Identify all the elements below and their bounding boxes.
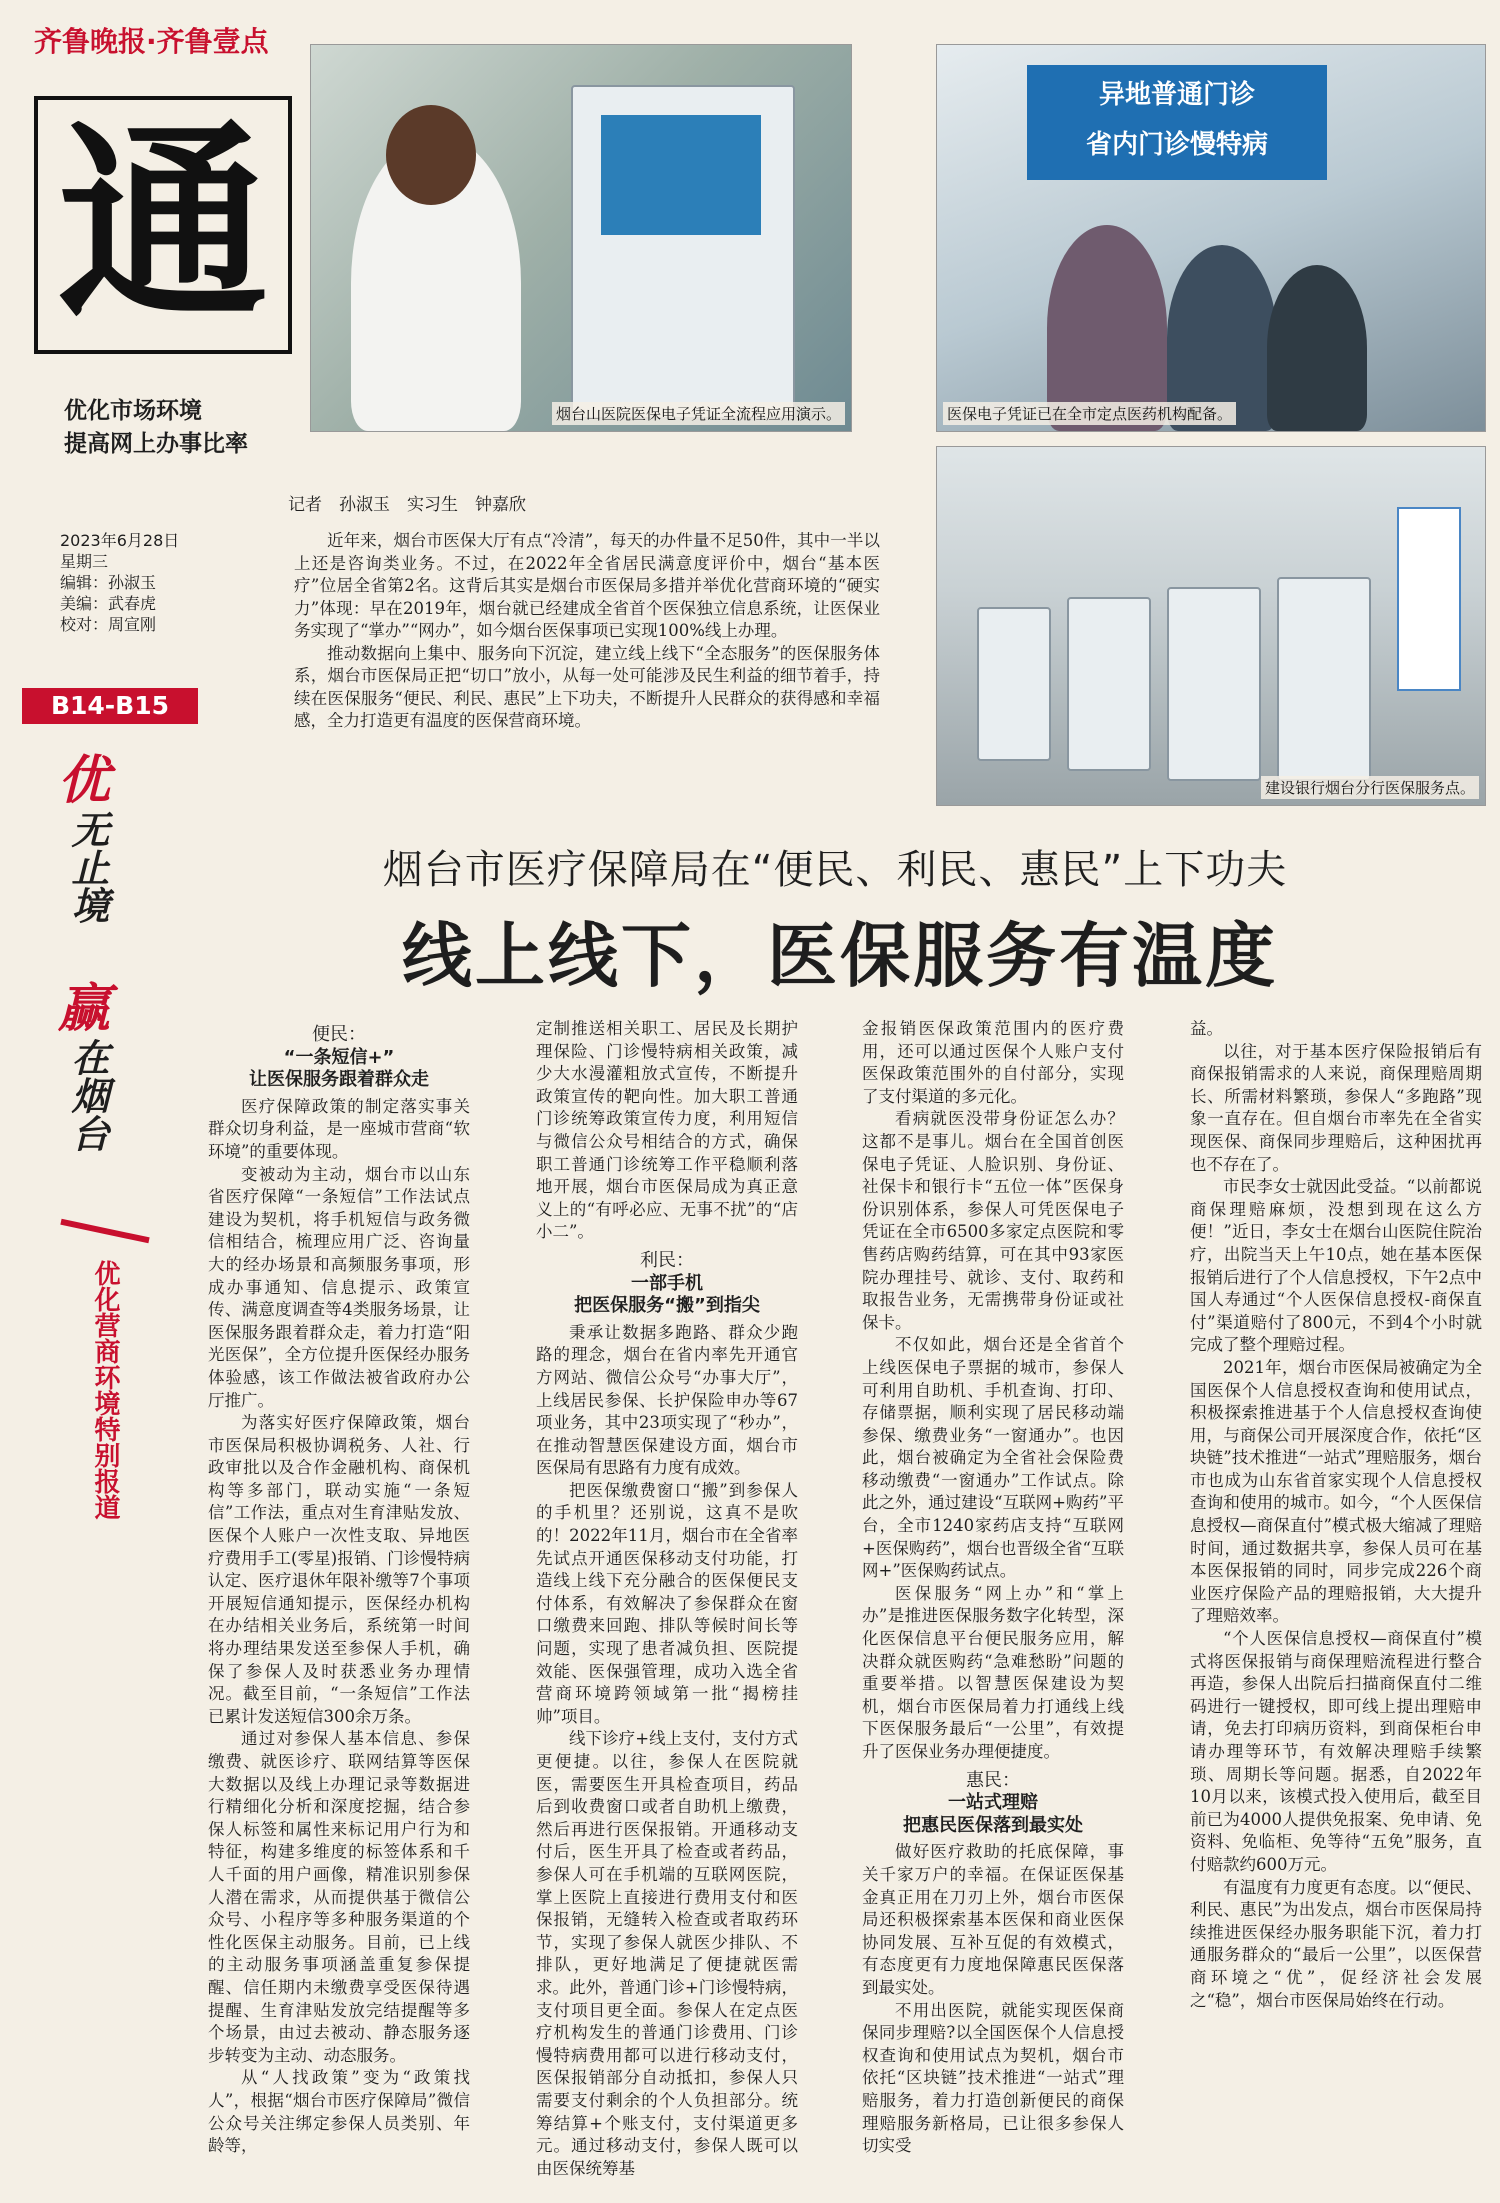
subheading-label: 便民：	[312, 1024, 366, 1045]
photo-kiosk-demo	[310, 44, 852, 432]
subheading-title: “一条短信+”	[283, 1046, 395, 1068]
body-paragraph: 线下诊疗+线上支付，支付方式更便捷。以往，参保人在医院就医，需要医生开具检查项目，药品后到收费窗口或者自助机上缴费，然后再进行医保报销。开通移动支付后，医生开具了检查或者药品，参保人可在手机端的互联网医院，掌上医院上直接进行费用支付和医保报销，无缝转入检查或者取药环节，实现了参保人就医少排队、不排队，更好地满足了便捷就医需求。此外，普通门诊+门诊慢特病，支付项目更全面。参保人在定点医疗机构发生的普通门诊费用、门诊慢特病费用都可以进行移动支付，医保报销部分自动抵扣，参保人只需要支付剩余的个人负担部分。统筹结算+个账支付，支付渠道更多元。通过移动支付，参保人既可以由医保统筹基	[536, 1729, 798, 2178]
kicker-headline: 烟台市医疗保障局在“便民、利民、惠民”上下功夫	[382, 847, 1288, 893]
kiosk-screen	[601, 115, 761, 235]
editor-credit: 编辑：孙淑玉	[60, 573, 157, 592]
body-paragraph: 通过对参保人基本信息、参保缴费、就医诊疗、联网结算等医保大数据以及线上办理记录等数据进行精细化分析和深度挖掘，结合参保人标签和属性来标记用户行为和特征，构建多维度的标签体系和千人千面的用户画像，精准识别参保人潜在需求，从而提供基于微信公众号、小程序等多种服务渠道的个性化医保主动服务。目前，已上线的主动服务事项涵盖重复参保提醒、信任期内未缴费享受医保待遇提醒、生育津贴发放完结提醒等多个场景，由过去被动、静态服务逐步转变为主动、动态服务。	[208, 1729, 470, 2065]
body-paragraph: 变被动为主动，烟台市以山东省医疗保障“一条短信”工作法试点建设为契机，将手机短信与政务微信相结合，梳理应用广泛、咨询量大的经办场景和高频服务事项，形成办事通知、信息提示、政策宣传、满意度调查等4类服务场景，让医保服务跟着群众走，着力打造“阳光医保”，全方位提升医保经办服务体验感，该工作做法被省政府办公厅推广。	[208, 1164, 470, 1410]
campaign-word-2: 无止境	[65, 810, 109, 924]
issue-date: 2023年6月28日	[60, 531, 180, 550]
subheading-welfare	[862, 1770, 1124, 1838]
issue-weekday: 星期三	[60, 552, 109, 571]
article-column-3	[862, 1018, 1124, 2158]
subheading-subtitle: 让医保服务跟着群众走	[249, 1069, 429, 1091]
body-paragraph: 把医保缴费窗口“搬”到参保人的手机里？还别说，这真不是吹的！2022年11月，烟台市在全省率先试点开通医保移动支付功能，打造线上线下充分融合的医保便民支付体系，有效解决了参保群众在窗口缴费来回跑、排队等候时间长等问题，实现了患者减负担、医院提效能、医保强管理，成功入选全省营商环境跨领域第一批“揭榜挂帅”项目。	[536, 1480, 798, 1726]
red-slash-divider	[60, 1219, 149, 1244]
photo-clinic-counter	[936, 44, 1486, 432]
clinic-sign-line-1: 异地普通门诊	[1098, 80, 1255, 110]
photo-caption-2: 医保电子凭证已在全市定点医药机构配备。	[943, 402, 1236, 425]
nurse-head	[386, 105, 476, 205]
campaign-word-3: 赢	[58, 979, 111, 1039]
body-paragraph: 看病就医没带身份证怎么办？这都不是事儿。烟台在全国首创医保电子凭证、人脸识别、身份证、社保卡和银行卡“五位一体”医保身份识别体系，参保人可凭医保电子凭证在全市6500多家定点医院和零售药店购药结算，可在其中93家医院办理挂号、就诊、支付、取药和取报告业务，无需携带身份证或社保卡。	[862, 1109, 1124, 1332]
subheading-subtitle: 把惠民医保落到最实处	[903, 1814, 1083, 1836]
body-paragraph: 医保服务“网上办”和“掌上办”是推进医保服务数字化转型，深化医保信息平台便民服务应用，解决群众就医购药“急难愁盼”问题的重要举措。以智慧医保建设为契机，烟台市医保局着力打通线上线下医保服务最后“一公里”，有效提升了医保业务办理便捷度。	[862, 1583, 1124, 1761]
patient-figure-1	[1047, 225, 1167, 431]
subheading-label: 利民：	[640, 1249, 694, 1271]
body-paragraph: 益。	[1190, 1019, 1223, 1038]
intro-paragraph: 近年来，烟台市医保大厅有点“冷清”，每天的办件量不足50件，其中一半以上还是咨询类业务。不过，在2022年全省居民满意度评价中，烟台“基本医疗”位居全省第2名。这背后其实是烟台市医保局多措并举优化营商环境的“硬实力”体现：早在2019年，烟台就已经建成全省首个医保独立信息系统，让医保业务实现了“掌办”“网办”，如今烟台医保事项已实现100%线上办理。	[294, 531, 880, 640]
clinic-sign	[1027, 65, 1327, 180]
subheading-title: 一部手机	[631, 1272, 703, 1294]
main-headline: 线上线下，医保服务有温度	[402, 915, 1278, 997]
series-label: 优化营商环境特别报道	[90, 1260, 120, 1520]
terminal-4	[1277, 577, 1371, 781]
body-paragraph: “个人医保信息授权—商保直付”模式将医保报销与商保理赔流程进行整合再造，参保人出院后扫描商保直付二维码进行一键授权，即可线上提出理赔申请，免去打印病历资料，到商保柜台申请办理等环节，有效解决理赔手续繁琐、周期长等问题。据悉，自2022年10月以来，该模式投入使用后，截至目前已为4000人提供免报案、免申请、免资料、免临柜、免等待“五免”服务，直付赔款约600万元。	[1190, 1629, 1482, 1874]
campaign-word-4: 在烟台	[65, 1038, 109, 1152]
subheading-subtitle: 把医保服务“搬”到指尖	[574, 1295, 760, 1317]
clinic-sign-line-2: 省内门诊慢特病	[1085, 130, 1268, 160]
intro-text	[294, 530, 880, 733]
designer-credit: 美编：武春虎	[60, 594, 157, 613]
service-sign	[1397, 507, 1461, 691]
article-column-1	[208, 1018, 470, 2158]
masthead-logo: 齐鲁晚报·齐鲁壹点	[34, 25, 269, 58]
body-paragraph: 为落实好医疗保障政策，烟台市医保局积极协调税务、人社、行政审批以及合作金融机构、商保机构等多部门，联动实施“一条短信”工作法，重点对生育津贴发放、医保个人账户一次性支取、异地医疗费用手工(零星)报销、门诊慢特病认定、医疗退休年限补缴等7个事项开展短信通知提示，医保经办机构在办结相关业务后，系统第一时间将办理结果发送至参保人手机，确保了参保人及时获悉业务办理情况。截至目前，“一条短信”工作法已累计发送短信300余万条。	[208, 1413, 470, 1726]
intro-paragraph: 推动数据向上集中、服务向下沉淀，建立线上线下“全态服务”的医保服务体系，烟台市医保局正把“切口”放小，从每一处可能涉及民生利益的细节着手，持续在医保服务“便民、利民、惠民”上下功夫，不断提升人民群众的获得感和幸福感，全力打造更有温度的医保营商环境。	[294, 643, 880, 730]
body-paragraph: 做好医疗救助的托底保障，事关千家万户的幸福。在保证医保基金真正用在刀刃上外，烟台市医保局还积极探索基本医保和商业医保协同发展、互补互促的有效模式，有态度更有力度地保障惠民医保落到最实处。	[862, 1842, 1124, 1997]
body-paragraph: 不仅如此，烟台还是全省首个上线医保电子票据的城市，参保人可利用自助机、手机查询、打印、存储票据，顺利实现了居民移动端参保、缴费业务“一窗通办”。也因此，烟台被确定为全省社会保险费移动缴费“一窗通办”工作试点。除此之外，通过建设“互联网+购药”平台，全市1240家药店支持“互联网+医保购药”，烟台也晋级全省“互联网+”医保购药试点。	[862, 1335, 1124, 1581]
subheading-benefit	[536, 1250, 798, 1318]
body-paragraph: 以往，对于基本医疗保险报销后有商保报销需求的人来说，商保理赔周期长、所需材料繁琐，参保人“多跑路”现象一直存在。但自烟台市率先在全省实现医保、商保同步理赔后，这种困扰再也不存在了。	[1190, 1041, 1482, 1174]
subheading-title: 一站式理赔	[948, 1792, 1038, 1814]
body-paragraph: 2021年，烟台市医保局被确定为全国医保个人信息授权查询和使用试点，积极探索推进基于个人信息授权查询使用，与商保公司开展深度合作，依托“区块链”技术推进“一站式”理赔服务，烟台市也成为山东省首家实现个人信息授权查询和使用的城市。如今，“个人医保信息授权—商保直付”模式极大缩减了理赔时间，通过数据共享，参保人员可在基本医保报销的同时，同步完成226个商业医疗保险产品的理赔报销，大大提升了理赔效率。	[1190, 1357, 1482, 1626]
body-paragraph: 金报销医保政策范围内的医疗费用，还可以通过医保个人账户支付医保政策范围外的自付部分，实现了支付渠道的多元化。	[862, 1019, 1124, 1106]
body-paragraph: 市民李女士就因此受益。“以前都说商保理赔麻烦，没想到现在这么方便！”近日，李女士在烟台山医院住院治疗，出院当天上午10点，她在基本医保报销后进行了个人信息授权，下午2点中国人寿通过“个人医保信息授权-商保直付”渠道赔付了800元，不到4个小时就完成了整个理赔过程。	[1190, 1177, 1482, 1355]
slogan-line-1: 优化市场环境	[64, 398, 202, 424]
subheading-convenience	[208, 1024, 470, 1092]
page-range-badge: B14-B15	[22, 688, 198, 724]
campaign-word-1: 优	[58, 751, 111, 811]
patient-figure-3	[1267, 265, 1367, 431]
byline: 记者 孙淑玉 实习生 钟嘉欣	[288, 495, 526, 515]
slogan-line-2: 提高网上办事比率	[64, 431, 248, 457]
photo-caption-3: 建设银行烟台分行医保服务点。	[1261, 776, 1479, 799]
issue-meta	[60, 530, 179, 635]
body-paragraph: 不用出医院，就能实现医保商保同步理赔?以全国医保个人信息授权查询和使用试点为契机，烟台市依托“区块链”技术推进“一站式”理赔服务，着力打造创新便民的商保理赔服务新格局，已让很多参保人切实受	[862, 2000, 1124, 2156]
feature-character: 通	[34, 96, 292, 354]
terminal-1	[977, 607, 1051, 761]
terminal-2	[1067, 597, 1151, 771]
article-column-4	[1190, 1018, 1482, 2012]
photo-bank-service-point	[936, 446, 1486, 806]
subheading-label: 惠民：	[966, 1769, 1020, 1791]
body-paragraph: 定制推送相关职工、居民及长期护理保险、门诊慢特病相关政策，减少大水漫灌粗放式宣传，不断提升政策宣传的靶向性。加大职工普通门诊统筹政策宣传力度，利用短信与微信公众号相结合的方式，确保职工普通门诊统筹工作平稳顺利落地开展，烟台市医保局成为真正意义上的“有呼必应、无事不扰”的“店小二”。	[536, 1019, 798, 1242]
article-column-2	[536, 1018, 798, 2180]
feature-slogan	[64, 395, 248, 461]
campaign-title	[58, 752, 148, 1188]
body-paragraph: 从“人找政策”变为“政策找人”，根据“烟台市医疗保障局”微信公众号关注绑定参保人员类别、年龄等，	[208, 2068, 470, 2156]
body-paragraph: 有温度有力度更有态度。以“便民、利民、惠民”为出发点，烟台市医保局持续推进医保经办服务职能下沉，着力打通服务群众的“最后一公里”，以医保营商环境之“优”，促经济社会发展之“稳”，烟台市医保局始终在行动。	[1190, 1877, 1482, 2010]
terminal-3	[1167, 587, 1261, 781]
body-paragraph: 医疗保障政策的制定落实事关群众切身利益，是一座城市营商“软环境”的重要体现。	[208, 1096, 470, 1161]
body-paragraph: 秉承让数据多跑路、群众少跑路的理念，烟台在省内率先开通官方网站、微信公众号“办事大厅”，上线居民参保、长护保险申办等67项业务，其中23项实现了“秒办”，在推动智慧医保建设方面，烟台市医保局有思路有力度有成效。	[536, 1322, 798, 1478]
photo-caption-1: 烟台山医院医保电子凭证全流程应用演示。	[552, 402, 845, 425]
proof-credit: 校对：周宣刚	[60, 615, 157, 634]
